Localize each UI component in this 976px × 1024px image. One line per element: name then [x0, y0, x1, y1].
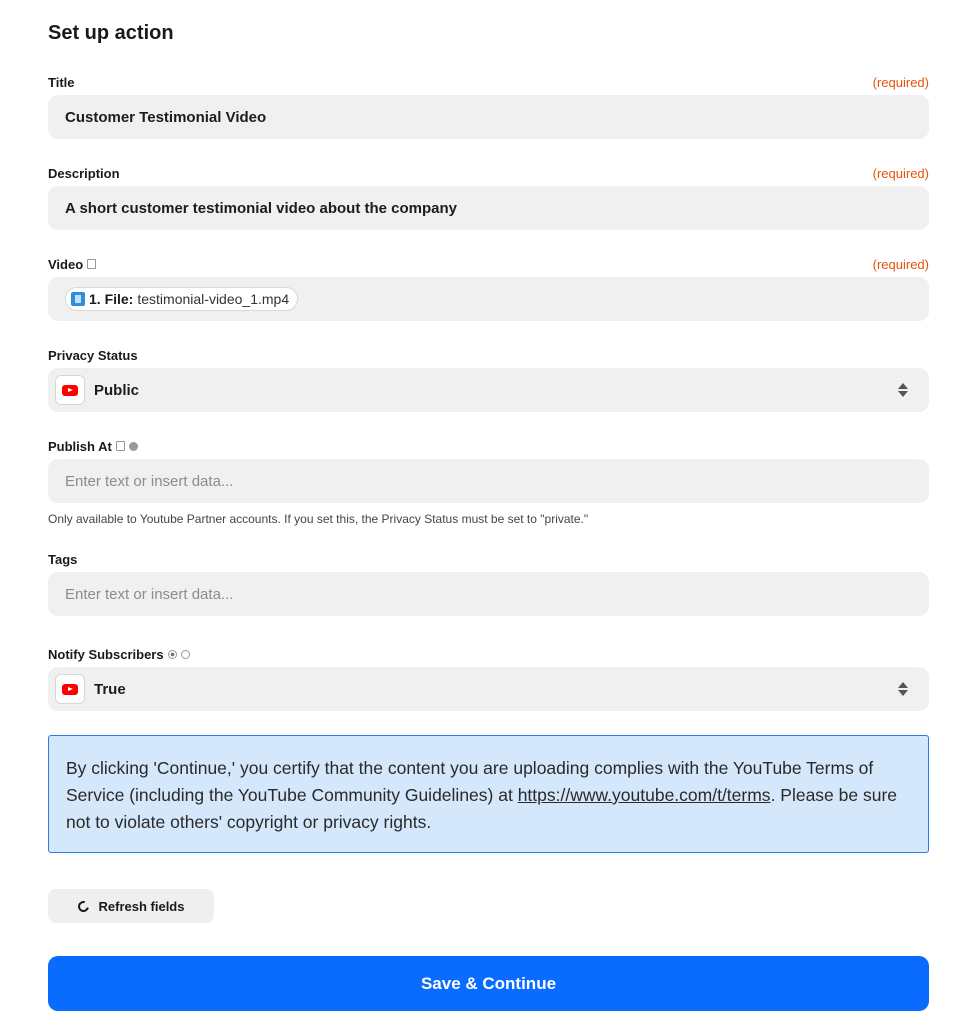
publish-at-label: Publish At	[48, 438, 112, 454]
publish-at-label-wrap	[48, 439, 138, 454]
notice-text-after: . Please be sure not to violate others' copyright or privacy rights.	[66, 785, 898, 832]
notify-subscribers-label: Notify Subscribers	[48, 646, 164, 662]
refresh-label: Refresh fields	[98, 898, 185, 914]
title-label-row	[48, 73, 929, 91]
tags-label-row	[48, 550, 929, 568]
description-required: (required)	[872, 165, 929, 181]
chip-filename: testimonial-video_1.mp4	[137, 291, 290, 307]
tags-placeholder: Enter text or insert data...	[65, 585, 234, 603]
terms-notice	[48, 735, 929, 853]
terms-link[interactable]: https://www.youtube.com/t/terms	[517, 785, 771, 805]
tags-field[interactable]	[48, 572, 929, 616]
notify-label-row	[48, 645, 929, 663]
notify-subscribers-value: True	[94, 680, 126, 698]
video-label-row	[48, 255, 929, 273]
refresh-fields-button[interactable]	[48, 889, 214, 923]
title-field[interactable]	[48, 95, 929, 139]
select-arrows-icon	[898, 383, 908, 397]
radio-icon	[181, 650, 190, 659]
select-arrows-icon	[898, 682, 908, 696]
radio-icon	[168, 650, 177, 659]
youtube-icon	[55, 375, 85, 405]
notify-select-value-wrap	[55, 674, 126, 704]
title-required: (required)	[872, 74, 929, 90]
description-value: A short customer testimonial video about the company	[65, 199, 458, 217]
page-title: Set up action	[48, 22, 174, 44]
video-label-wrap	[48, 257, 96, 272]
video-required: (required)	[872, 256, 929, 272]
publish-at-placeholder: Enter text or insert data...	[65, 472, 234, 490]
video-label: Video	[48, 256, 84, 272]
description-field[interactable]	[48, 186, 929, 230]
notice-text-before: By clicking 'Continue,' you certify that the content you are uploading complies with the YouTube Terms of Service (including the YouTube Community Guidelines) at	[66, 758, 874, 805]
refresh-icon	[75, 898, 90, 913]
file-doc-icon	[71, 292, 85, 306]
calendar-icon	[116, 441, 125, 451]
tags-label: Tags	[48, 551, 78, 567]
video-field[interactable]	[48, 277, 929, 321]
publish-at-hint: Only available to Youtube Partner accounts. If you set this, the Privacy Status must be set to "private."	[48, 512, 589, 526]
save-continue-button[interactable]: Save & Continue	[48, 956, 929, 1011]
file-doc-icon	[87, 259, 96, 269]
notify-subscribers-select[interactable]	[48, 667, 929, 711]
youtube-icon	[55, 674, 85, 704]
chip-step: 1. File:	[89, 291, 134, 307]
title-value: Customer Testimonial Video	[65, 108, 267, 126]
description-label: Description	[48, 165, 120, 181]
privacy-status-select[interactable]	[48, 368, 929, 412]
clock-icon	[129, 442, 138, 451]
privacy-status-label: Privacy Status	[48, 347, 138, 363]
title-label: Title	[48, 74, 75, 90]
publish-at-field[interactable]	[48, 459, 929, 503]
notify-label-wrap	[48, 647, 190, 662]
description-label-row	[48, 164, 929, 182]
publish-at-label-row	[48, 437, 929, 455]
video-file-chip[interactable]	[65, 287, 298, 311]
privacy-select-value-wrap	[55, 375, 139, 405]
privacy-status-value: Public	[94, 381, 140, 399]
privacy-label-row	[48, 346, 929, 364]
